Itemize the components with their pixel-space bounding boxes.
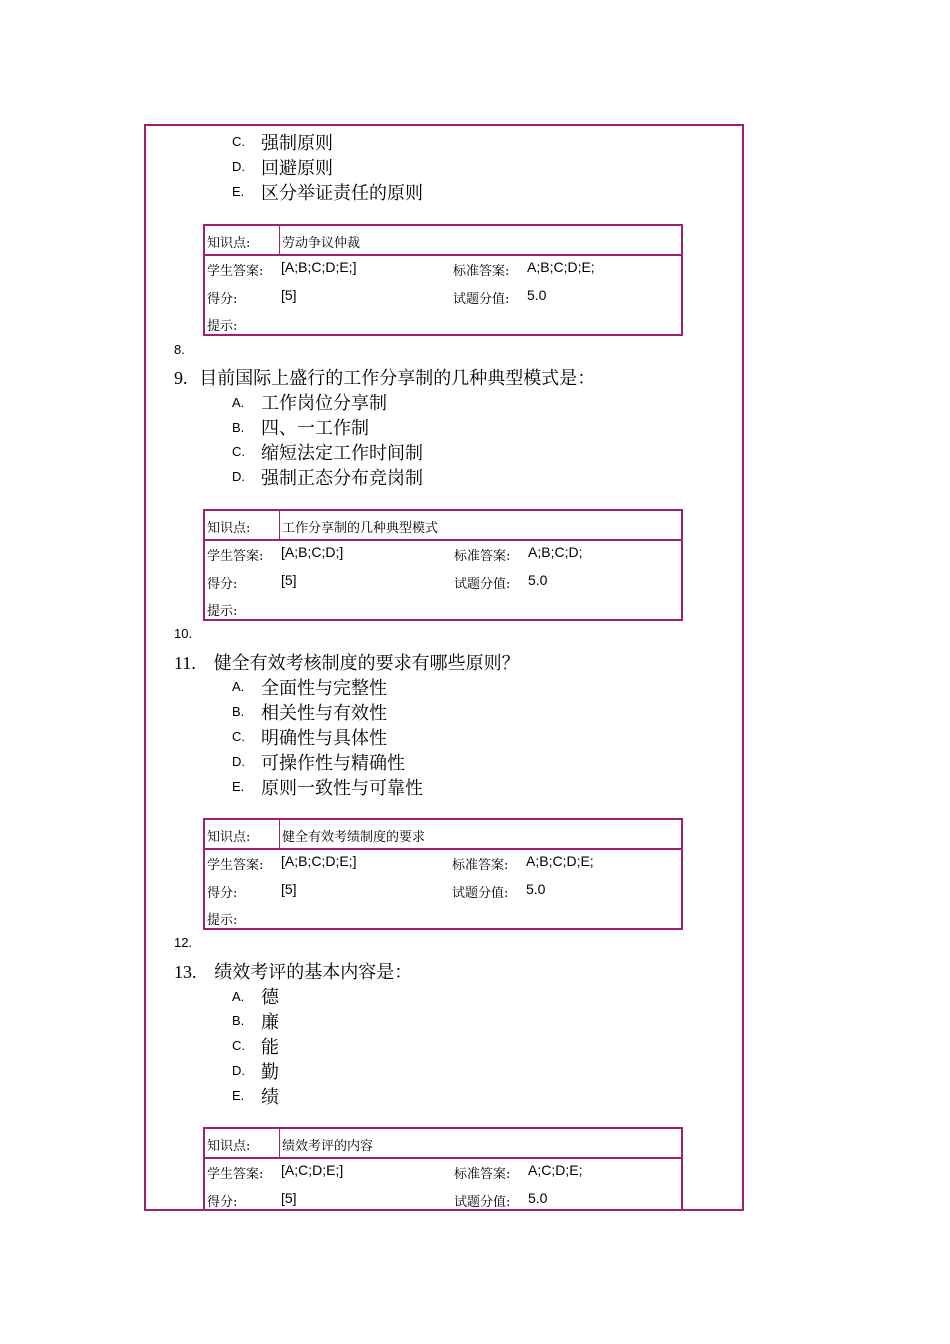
points-label: 试题分值: (454, 1195, 511, 1210)
knowledge-point-value: 绩效考评的内容 (282, 1139, 374, 1154)
hint-label: 提示: (207, 604, 238, 619)
points-value: 5.0 (528, 572, 548, 588)
option-text: 回避原则 (261, 158, 333, 179)
option-text: 四、一工作制 (261, 418, 369, 439)
option-letter: B. (232, 420, 245, 435)
knowledge-point-value: 健全有效考绩制度的要求 (282, 830, 426, 845)
option-text: 可操作性与精确性 (261, 753, 405, 774)
option-letter: E. (232, 184, 245, 199)
student-answer-label: 学生答案: (207, 858, 264, 873)
option-text: 缩短法定工作时间制 (261, 443, 423, 464)
option-letter: C. (232, 444, 245, 459)
question-number: 13. (174, 962, 197, 982)
question-number: 8. (174, 342, 185, 357)
hint-label: 提示: (207, 913, 238, 928)
info-table (203, 509, 683, 621)
score-value: [5] (281, 572, 297, 588)
option-text: 廉 (261, 1012, 279, 1033)
knowledge-point-label: 知识点: (207, 521, 251, 536)
standard-answer-value: A;C;D;E; (528, 1162, 583, 1178)
option-text: 德 (261, 987, 279, 1008)
question-text: 健全有效考核制度的要求有哪些原则？ (213, 653, 520, 674)
points-label: 试题分值: (452, 886, 509, 901)
score-label: 得分: (207, 1195, 238, 1210)
info-table (203, 1127, 683, 1211)
student-answer-value: [A;B;C;D;E;] (281, 259, 357, 275)
points-label: 试题分值: (453, 292, 510, 307)
info-table (203, 224, 683, 336)
option-letter: A. (232, 395, 245, 410)
question-number: 9. (174, 368, 188, 388)
standard-answer-label: 标准答案: (454, 1167, 511, 1182)
question-text: 绩效考评的基本内容是： (214, 962, 413, 983)
option-text: 工作岗位分享制 (261, 393, 387, 414)
option-letter: A. (232, 679, 245, 694)
question-11 (174, 649, 520, 675)
student-answer-value: [A;C;D;E;] (281, 1162, 344, 1178)
student-answer-label: 学生答案: (207, 1167, 264, 1182)
option-letter: E. (232, 779, 245, 794)
student-answer-value: [A;B;C;D;] (281, 544, 344, 560)
option-letter: D. (232, 1063, 245, 1078)
option-letter: D. (232, 754, 245, 769)
option-letter: A. (232, 989, 245, 1004)
standard-answer-value: A;B;C;D;E; (526, 853, 594, 869)
standard-answer-value: A;B;C;D; (528, 544, 583, 560)
points-value: 5.0 (528, 1190, 548, 1206)
hint-label: 提示: (207, 319, 238, 334)
knowledge-point-value: 工作分享制的几种典型模式 (282, 521, 439, 536)
student-answer-label: 学生答案: (207, 549, 264, 564)
option-text: 区分举证责任的原则 (261, 183, 423, 204)
option-text: 相关性与有效性 (261, 703, 387, 724)
option-letter: E. (232, 1088, 245, 1103)
question-text: 目前国际上盛行的工作分享制的几种典型模式是： (199, 368, 596, 389)
option-text: 勤 (261, 1062, 279, 1083)
points-value: 5.0 (527, 287, 547, 303)
question-number: 12. (174, 935, 193, 950)
knowledge-point-label: 知识点: (207, 236, 251, 251)
option-letter: C. (232, 1038, 245, 1053)
score-value: [5] (281, 1190, 297, 1206)
option-letter: C. (232, 134, 245, 149)
knowledge-point-value: 劳动争议仲裁 (282, 236, 361, 251)
student-answer-value: [A;B;C;D;E;] (281, 853, 357, 869)
knowledge-point-label: 知识点: (207, 830, 251, 845)
option-letter: D. (232, 469, 245, 484)
option-letter: B. (232, 1013, 245, 1028)
question-9 (174, 364, 595, 390)
option-text: 强制原则 (261, 133, 333, 154)
points-value: 5.0 (526, 881, 546, 897)
score-label: 得分: (207, 886, 238, 901)
question-13 (174, 958, 412, 984)
score-value: [5] (281, 287, 297, 303)
option-letter: C. (232, 729, 245, 744)
score-value: [5] (281, 881, 297, 897)
standard-answer-label: 标准答案: (452, 858, 509, 873)
student-answer-label: 学生答案: (207, 264, 264, 279)
standard-answer-value: A;B;C;D;E; (527, 259, 595, 275)
points-label: 试题分值: (454, 577, 511, 592)
info-table (203, 818, 683, 930)
option-text: 绩 (261, 1087, 279, 1108)
option-letter: D. (232, 159, 245, 174)
option-letter: B. (232, 704, 245, 719)
option-text: 强制正态分布竞岗制 (261, 468, 423, 489)
score-label: 得分: (207, 577, 238, 592)
option-text: 明确性与具体性 (261, 728, 387, 749)
option-text: 全面性与完整性 (261, 678, 387, 699)
standard-answer-label: 标准答案: (453, 264, 510, 279)
question-number: 10. (174, 626, 193, 641)
question-number: 11. (174, 653, 196, 673)
score-label: 得分: (207, 292, 238, 307)
standard-answer-label: 标准答案: (454, 549, 511, 564)
knowledge-point-label: 知识点: (207, 1139, 251, 1154)
option-text: 原则一致性与可靠性 (261, 778, 423, 799)
option-text: 能 (261, 1037, 279, 1058)
